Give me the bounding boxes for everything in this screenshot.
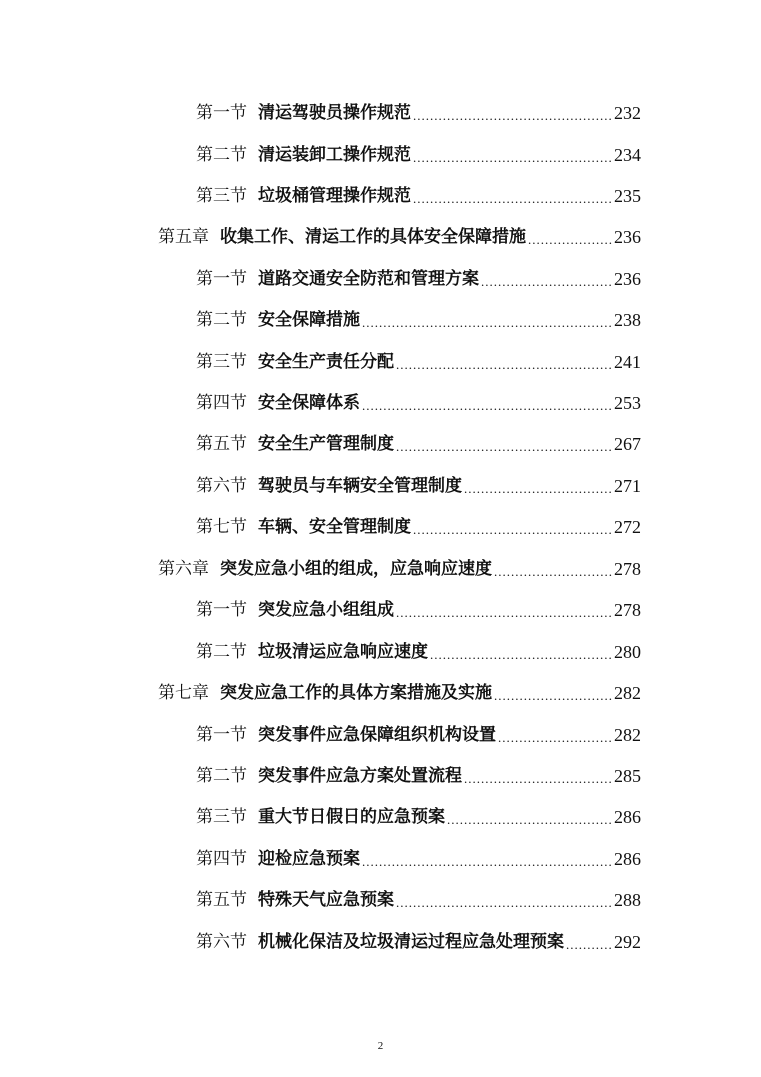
dot-leader — [413, 521, 612, 535]
toc-entry[interactable] — [196, 177, 641, 207]
dot-leader — [464, 480, 612, 494]
toc-entry-page: 238 — [614, 310, 641, 330]
toc-entry[interactable] — [196, 633, 641, 663]
toc-entry-title: 收集工作、清运工作的具体安全保障措施 — [220, 227, 526, 247]
toc-entry-title: 安全保障措施 — [258, 310, 360, 330]
toc-entry-title: 道路交通安全防范和管理方案 — [258, 269, 479, 289]
toc-entry-title: 迎检应急预案 — [258, 849, 360, 869]
dot-leader — [498, 729, 612, 743]
toc-entry-title: 机械化保洁及垃圾清运过程应急处理预案 — [258, 932, 564, 952]
toc-entry-number: 第六章 — [158, 559, 209, 579]
dot-leader — [494, 563, 612, 577]
toc-entry-number: 第五章 — [158, 227, 209, 247]
dot-leader — [396, 438, 612, 452]
dot-leader — [494, 687, 612, 701]
toc-entry-number: 第一节 — [196, 725, 247, 745]
toc-entry-title: 突发应急小组的组成，应急响应速度 — [220, 559, 492, 579]
toc-entry[interactable] — [196, 508, 641, 538]
toc-entry-page: 232 — [614, 103, 641, 123]
dot-leader — [413, 149, 612, 163]
toc-entry-number: 第三节 — [196, 352, 247, 372]
toc-entry[interactable] — [196, 384, 641, 414]
toc-entry-number: 第二节 — [196, 145, 247, 165]
dot-leader — [447, 811, 612, 825]
dot-leader — [464, 770, 612, 784]
toc-entry-page: 286 — [614, 849, 641, 869]
toc-entry-number: 第一节 — [196, 600, 247, 620]
toc-entry-page: 278 — [614, 559, 641, 579]
toc-entry-page: 253 — [614, 393, 641, 413]
dot-leader — [362, 853, 612, 867]
toc-entry[interactable] — [196, 136, 641, 166]
toc-entry-title: 垃圾桶管理操作规范 — [258, 186, 411, 206]
dot-leader — [481, 273, 612, 287]
toc-entry-title: 安全生产管理制度 — [258, 434, 394, 454]
toc-entry[interactable] — [196, 301, 641, 331]
toc-entry-page: 241 — [614, 352, 641, 372]
toc-entry-page: 267 — [614, 434, 641, 454]
toc-entry-title: 清运装卸工操作规范 — [258, 145, 411, 165]
dot-leader — [396, 356, 612, 370]
toc-entry-page: 288 — [614, 890, 641, 910]
toc-entry-page: 280 — [614, 642, 641, 662]
toc-entry-title: 特殊天气应急预案 — [258, 890, 394, 910]
toc-entry[interactable] — [196, 798, 641, 828]
dot-leader — [566, 936, 612, 950]
toc-entry-page: 285 — [614, 766, 641, 786]
toc-entry-number: 第五节 — [196, 890, 247, 910]
toc-chapter-entry[interactable] — [158, 218, 641, 248]
toc-entry-number: 第七章 — [158, 683, 209, 703]
toc-entry-page: 278 — [614, 600, 641, 620]
toc-entry-number: 第一节 — [196, 269, 247, 289]
toc-entry-number: 第六节 — [196, 932, 247, 952]
toc-entry-number: 第一节 — [196, 103, 247, 123]
toc-entry-page: 292 — [614, 932, 641, 952]
toc-entry-title: 车辆、安全管理制度 — [258, 517, 411, 537]
toc-entry-title: 垃圾清运应急响应速度 — [258, 642, 428, 662]
dot-leader — [396, 894, 612, 908]
toc-entry-title: 安全保障体系 — [258, 393, 360, 413]
toc-entry[interactable] — [196, 716, 641, 746]
dot-leader — [528, 231, 612, 245]
toc-entry-number: 第四节 — [196, 393, 247, 413]
toc-chapter-entry[interactable] — [158, 550, 641, 580]
toc-entry[interactable] — [196, 425, 641, 455]
toc-entry-page: 282 — [614, 683, 641, 703]
toc-entry[interactable] — [196, 757, 641, 787]
dot-leader — [362, 314, 612, 328]
toc-entry-title: 清运驾驶员操作规范 — [258, 103, 411, 123]
toc-entry[interactable] — [196, 591, 641, 621]
dot-leader — [413, 190, 612, 204]
toc-entry-page: 236 — [614, 227, 641, 247]
toc-entry-number: 第四节 — [196, 849, 247, 869]
toc-entry-page: 234 — [614, 145, 641, 165]
dot-leader — [396, 604, 612, 618]
toc-entry[interactable] — [196, 260, 641, 290]
toc-entry-page: 282 — [614, 725, 641, 745]
toc-entry[interactable] — [196, 94, 641, 124]
toc-entry[interactable] — [196, 923, 641, 953]
toc-entry-number: 第七节 — [196, 517, 247, 537]
toc-entry[interactable] — [196, 343, 641, 373]
toc-chapter-entry[interactable] — [158, 674, 641, 704]
toc-entry-number: 第二节 — [196, 310, 247, 330]
toc-entry-number: 第五节 — [196, 434, 247, 454]
toc-entry-number: 第二节 — [196, 642, 247, 662]
toc-entry-page: 236 — [614, 269, 641, 289]
toc-entry-title: 重大节日假日的应急预案 — [258, 807, 445, 827]
toc-entry-title: 突发应急工作的具体方案措施及实施 — [220, 683, 492, 703]
toc-entry-number: 第二节 — [196, 766, 247, 786]
toc-entry-page: 272 — [614, 517, 641, 537]
toc-entry-title: 突发事件应急保障组织机构设置 — [258, 725, 496, 745]
toc-entry[interactable] — [196, 840, 641, 870]
dot-leader — [362, 397, 612, 411]
toc-entry[interactable] — [196, 881, 641, 911]
toc-entry-title: 突发应急小组组成 — [258, 600, 394, 620]
toc-entry-number: 第三节 — [196, 186, 247, 206]
toc-entry-number: 第三节 — [196, 807, 247, 827]
toc-entry-title: 驾驶员与车辆安全管理制度 — [258, 476, 462, 496]
toc-entry[interactable] — [196, 467, 641, 497]
toc-entry-number: 第六节 — [196, 476, 247, 496]
toc-entry-page: 286 — [614, 807, 641, 827]
toc-entry-title: 突发事件应急方案处置流程 — [258, 766, 462, 786]
toc-entry-page: 235 — [614, 186, 641, 206]
dot-leader — [430, 646, 612, 660]
page-number: 2 — [377, 1040, 384, 1052]
dot-leader — [413, 107, 612, 121]
toc-entry-page: 271 — [614, 476, 641, 496]
toc-entry-title: 安全生产责任分配 — [258, 352, 394, 372]
